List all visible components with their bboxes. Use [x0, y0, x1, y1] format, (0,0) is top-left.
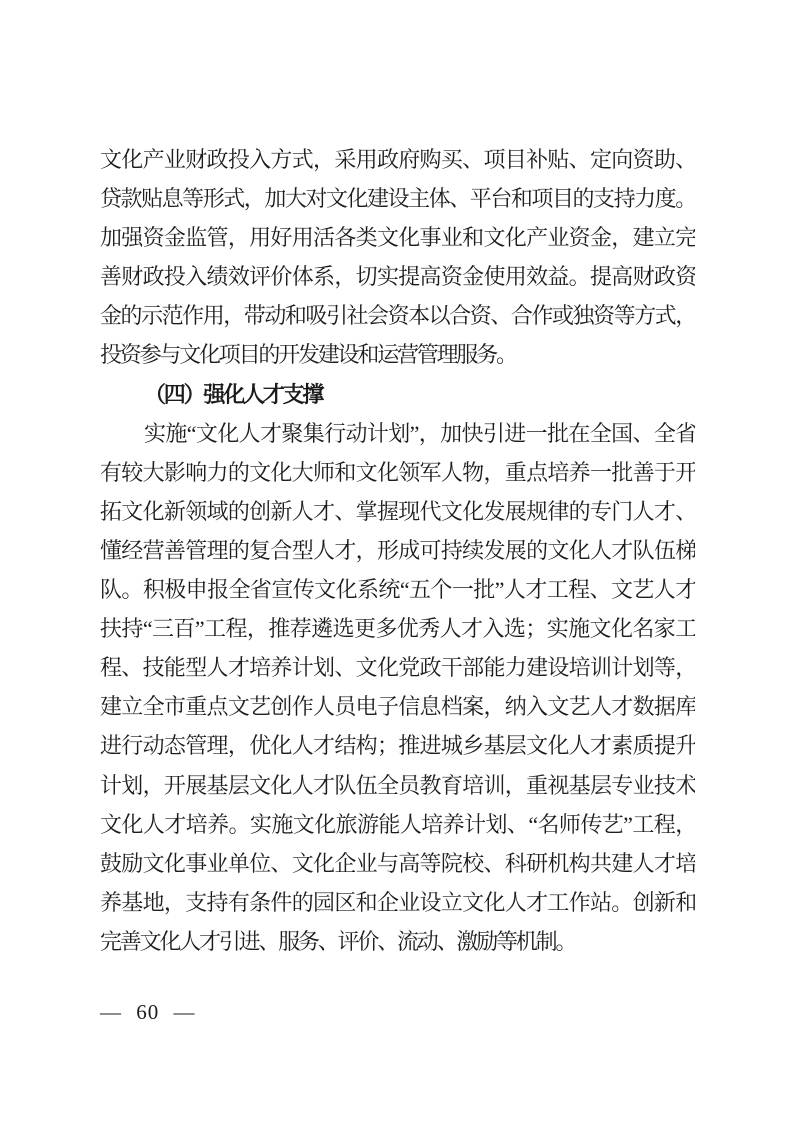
- text-line: 计划，开展基层文化人才队伍全员教育培训，重视基层专业技术: [100, 772, 695, 798]
- paragraph-finance-continued: [100, 140, 695, 375]
- text-line: 养基地，支持有条件的园区和企业设立文化人才工作站。创新和: [100, 889, 695, 915]
- text-line: 文化人才培养。实施文化旅游能人培养计划、“名师传艺”工程，: [100, 811, 695, 837]
- text-line: 完善文化人才引进、服务、评价、流动、激励等机制。: [100, 928, 576, 954]
- text-line: 文化产业财政投入方式，采用政府购买、项目补贴、定向资助、: [100, 147, 695, 172]
- text-line: 加强资金监管，用好用活各类文化事业和文化产业资金，建立完: [100, 225, 695, 251]
- page-number: — 60 —: [100, 1000, 196, 1024]
- text-line: 鼓励文化事业单位、文化企业与高等院校、科研机构共建人才培: [100, 850, 695, 876]
- text-line: 进行动态管理，优化人才结构；推进城乡基层文化人才素质提升: [100, 733, 695, 759]
- text-line: 善财政投入绩效评价体系，切实提高资金使用效益。提高财政资: [100, 264, 695, 290]
- text-line: 队。积极申报全省宣传文化系统“五个一批”人才工程、文艺人才: [100, 577, 695, 603]
- text-line: 有较大影响力的文化大师和文化领军人物，重点培养一批善于开: [100, 459, 695, 485]
- text-line: 扶持“三百”工程，推荐遴选更多优秀人才入选；实施文化名家工: [100, 616, 695, 642]
- text-line: 拓文化新领域的创新人才、掌握现代文化发展规律的专门人才、: [100, 498, 695, 524]
- section-heading: （四）强化人才支撑: [144, 381, 323, 407]
- paragraph-talent-support: [100, 414, 695, 961]
- text-line: 程、技能型人才培养计划、文化党政干部能力建设培训计划等，: [100, 655, 695, 681]
- text-line: 贷款贴息等形式，加大对文化建设主体、平台和项目的支持力度。: [100, 186, 695, 212]
- text-line: 实施“文化人才聚集行动计划”，加快引进一批在全国、全省: [144, 420, 695, 446]
- text-line: 懂经营善管理的复合型人才，形成可持续发展的文化人才队伍梯: [100, 537, 695, 563]
- text-line: 投资参与文化项目的开发建设和运营管理服务。: [100, 342, 516, 368]
- document-body: [100, 140, 695, 961]
- text-line: 建立全市重点文艺创作人员电子信息档案，纳入文艺人才数据库: [100, 694, 695, 720]
- heading-section-four: [100, 375, 695, 414]
- text-line: 金的示范作用，带动和吸引社会资本以合资、合作或独资等方式，: [100, 303, 695, 329]
